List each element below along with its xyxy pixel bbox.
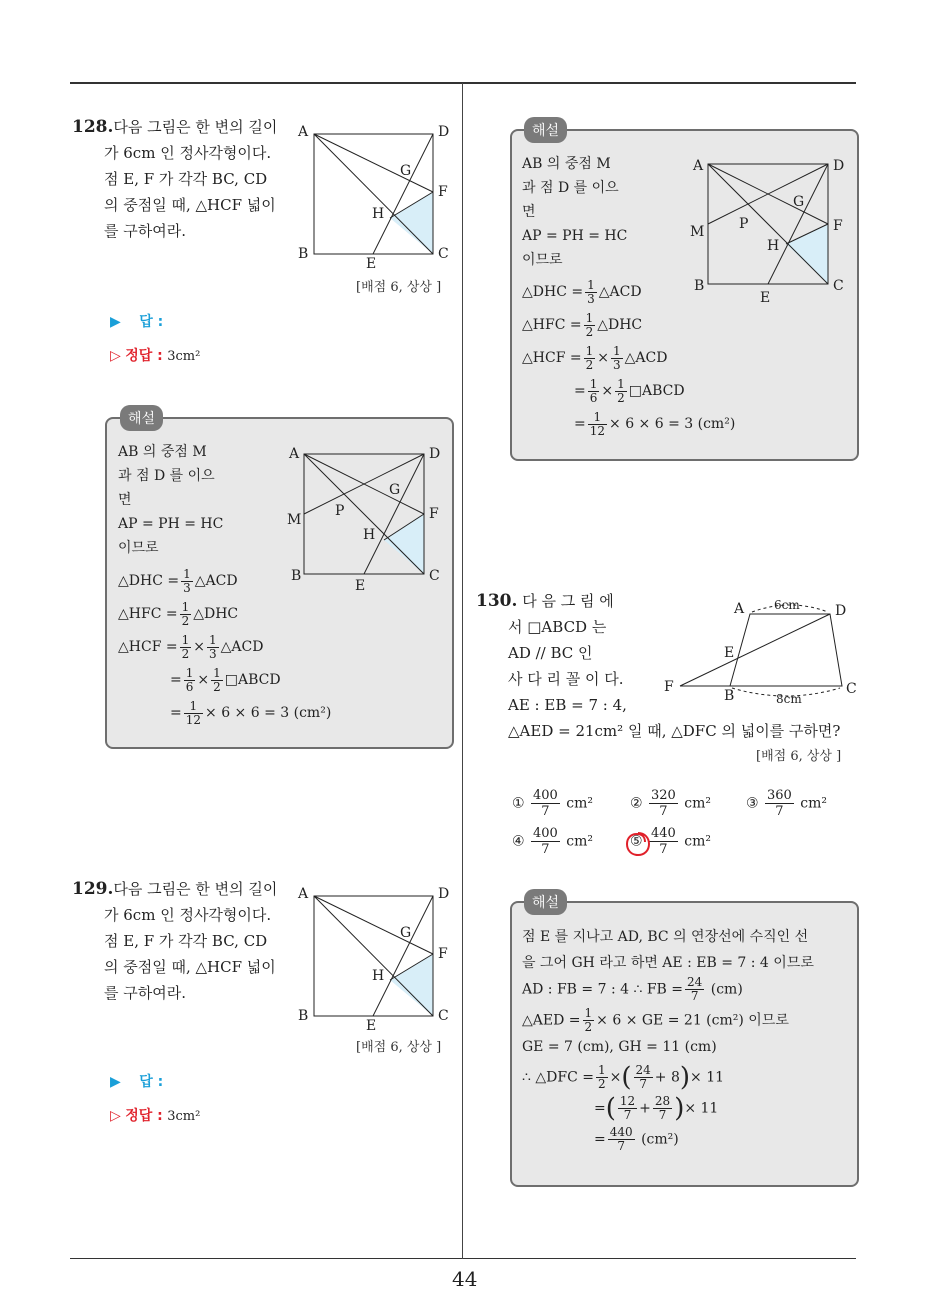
- square-diagram-solution: [283, 440, 448, 590]
- question-line: 의 중점일 때, △HCF 넓이: [104, 958, 276, 976]
- fraction: $\frac{1}{2}$: [585, 343, 594, 372]
- svg-text:D: D: [429, 446, 441, 462]
- points-label: [배점 6, 상상 ]: [756, 749, 842, 764]
- svg-text:F: F: [664, 679, 674, 695]
- svg-text:B: B: [298, 1008, 309, 1024]
- fraction: $\frac{24}{7}$: [635, 1063, 651, 1091]
- svg-text:G: G: [793, 194, 805, 210]
- answer-label: 답 :: [139, 1074, 164, 1090]
- eq-text: =: [574, 416, 586, 432]
- svg-text:F: F: [429, 506, 439, 522]
- question-line: △AED = 21cm² 일 때, △DFC 의 넓이를 구하면?: [508, 722, 841, 740]
- fraction: $\frac{1}{2}$: [617, 376, 625, 405]
- answer-row: [110, 311, 163, 331]
- svg-text:A: A: [289, 446, 300, 462]
- solution-line: AB 의 중점 M: [118, 444, 207, 460]
- correct-answer-row: [110, 345, 200, 365]
- square-diagram-solution: [688, 152, 853, 302]
- outline-triangle-icon: ▷: [110, 348, 121, 364]
- correct-label: 정답 :: [125, 1108, 163, 1124]
- solution-tag: 해설: [524, 117, 567, 143]
- eq-text: + 8: [654, 1069, 680, 1086]
- question-128: [72, 114, 286, 244]
- eq-text: □ABCD: [224, 672, 281, 688]
- trapezoid-diagram: [660, 592, 860, 712]
- eq-text: =: [594, 1100, 606, 1117]
- outline-triangle-icon: ▷: [110, 1108, 121, 1124]
- correct-answer-row: [110, 1105, 200, 1125]
- solution-line: 이므로: [522, 252, 563, 268]
- svg-text:F: F: [438, 946, 448, 962]
- solution-tag: 해설: [120, 405, 163, 431]
- solution-line: AB 의 중점 M: [522, 156, 611, 172]
- question-number: 128.: [72, 117, 114, 137]
- svg-text:B: B: [298, 246, 309, 262]
- question-line: 점 E, F 가 각각 BC, CD: [104, 170, 268, 188]
- eq-text: △ACD: [220, 639, 264, 655]
- answer-row: [110, 1071, 163, 1091]
- svg-text:B: B: [694, 278, 705, 294]
- square-diagram-129: [292, 880, 462, 1030]
- choice-4[interactable]: [512, 826, 593, 857]
- svg-text:C: C: [438, 1008, 449, 1024]
- fraction: $\frac{1}{2}$: [585, 310, 594, 339]
- question-line: AE : EB = 7 : 4,: [508, 696, 627, 714]
- choice-2[interactable]: [630, 788, 711, 819]
- play-triangle-icon: ▶: [110, 314, 121, 330]
- correct-value: 3cm²: [167, 1109, 201, 1124]
- svg-text:H: H: [767, 238, 780, 254]
- choice-1[interactable]: [512, 788, 593, 819]
- eq-text: × 11: [684, 1100, 719, 1117]
- eq-text: △DHC: [193, 606, 239, 622]
- bottom-length-label: 8cm: [776, 692, 802, 706]
- svg-text:H: H: [363, 527, 376, 543]
- choice-mark: ③: [746, 795, 759, 812]
- svg-text:D: D: [835, 603, 847, 619]
- svg-text:E: E: [724, 645, 735, 661]
- solution-line: GE = 7 (cm), GH = 11 (cm): [522, 1039, 717, 1055]
- fraction: $\frac{1}{3}$: [587, 277, 595, 306]
- solution-line: × 6 × GE = 21 (cm²) 이므로: [596, 1012, 789, 1029]
- eq-text: △HCF =: [118, 639, 178, 655]
- choice-3[interactable]: [746, 788, 827, 819]
- correct-label: 정답 :: [125, 348, 163, 364]
- question-130: [476, 588, 656, 718]
- eq-text: × 6 × 6 = 3 (cm²): [609, 416, 736, 432]
- fraction: $\frac{1}{3}$: [183, 566, 191, 595]
- answer-circle-icon: [624, 830, 652, 858]
- question-number: 129.: [72, 879, 114, 899]
- fraction: $\frac{1}{2}$: [584, 1006, 593, 1034]
- solution-line: (cm): [710, 981, 743, 998]
- eq-text: =: [170, 705, 182, 721]
- question-line: 다음 그림은 한 변의 길이: [113, 880, 278, 898]
- eq-text: △HFC =: [118, 606, 178, 622]
- fraction: $\frac{1}{6}$: [185, 665, 194, 694]
- svg-text:D: D: [438, 886, 450, 902]
- question-line: 다 음 그 림 에: [522, 592, 614, 610]
- solution-line: AP = PH = HC: [522, 228, 628, 244]
- eq-text: =: [594, 1131, 606, 1148]
- eq-text: ×: [597, 350, 609, 366]
- svg-text:B: B: [291, 568, 302, 584]
- question-line: 를 구하여라.: [104, 984, 186, 1002]
- fraction: $\frac{440}{7}$: [651, 826, 676, 857]
- eq-text: □ABCD: [628, 383, 685, 399]
- svg-text:G: G: [400, 163, 412, 179]
- eq-text: △DHC =: [118, 573, 180, 589]
- svg-text:E: E: [366, 256, 377, 268]
- column-divider: [462, 83, 463, 1259]
- svg-text:A: A: [298, 886, 309, 902]
- solution-line: AP = PH = HC: [118, 516, 224, 532]
- svg-text:F: F: [833, 218, 843, 234]
- choice-unit: cm²: [684, 795, 712, 812]
- fraction: $\frac{400}{7}$: [533, 826, 558, 857]
- fraction: $\frac{1}{3}$: [612, 343, 621, 372]
- fraction: $\frac{1}{2}$: [597, 1063, 606, 1091]
- svg-text:D: D: [833, 158, 845, 174]
- svg-text:G: G: [400, 925, 412, 941]
- fraction: $\frac{1}{3}$: [208, 632, 217, 661]
- svg-text:C: C: [833, 278, 844, 294]
- eq-text: ×: [601, 383, 614, 399]
- top-length-label: 6cm: [774, 598, 800, 612]
- eq-text: △ACD: [624, 350, 668, 366]
- question-129: [72, 876, 286, 1006]
- eq-text: ×: [193, 639, 205, 655]
- choice-mark: ④: [512, 833, 525, 850]
- question-line: 사 다 리 꼴 이 다.: [508, 670, 624, 688]
- solution-text: [118, 440, 298, 560]
- svg-text:H: H: [372, 968, 385, 984]
- play-triangle-icon: ▶: [110, 1074, 121, 1090]
- solution-line: 과 점 D 를 이으: [118, 468, 215, 484]
- solution-line: AD : FB = 7 : 4 ∴ FB =: [522, 981, 684, 998]
- question-line: 가 6cm 인 정사각형이다.: [104, 906, 272, 924]
- choice-mark: ①: [512, 795, 525, 812]
- fraction: $\frac{1}{12}$: [185, 698, 202, 727]
- bottom-rule: [70, 1258, 856, 1259]
- question-number: 130.: [476, 591, 518, 611]
- svg-text:P: P: [739, 216, 749, 232]
- choice-unit: cm²: [566, 833, 594, 850]
- svg-text:P: P: [335, 503, 345, 519]
- solution-line: 과 점 D 를 이으: [522, 180, 619, 196]
- fraction: $\frac{28}{7}$: [654, 1094, 671, 1122]
- solution-tag: 해설: [524, 889, 567, 915]
- eq-text: △HCF =: [522, 350, 582, 366]
- svg-text:F: F: [438, 184, 448, 200]
- fraction: $\frac{360}{7}$: [767, 788, 792, 819]
- eq-text: △ACD: [598, 284, 642, 300]
- eq-text: =: [574, 383, 586, 399]
- solution-text: [522, 152, 705, 272]
- question-line: 점 E, F 가 각각 BC, CD: [104, 932, 268, 950]
- page-number: 44: [452, 1267, 478, 1291]
- solution-line: 이므로: [118, 540, 159, 556]
- svg-text:M: M: [690, 224, 705, 240]
- solution-line: △AED =: [522, 1012, 581, 1029]
- points-label: [배점 6, 상상 ]: [356, 1040, 442, 1055]
- svg-text:E: E: [760, 290, 771, 302]
- solution-text-130: 점 E 를 지나고 AD, BC 의 연장선에 수직인 선 을 그어 GH 라고 하면 AE : EB = 7 : 4 이므로 AD : FB = 7 : 4 ∴ FB = $\frac{24}{7}$ (cm) △AED = $\frac{1}{2}$ × 6 × GE = 21 (cm²) 이므로 GE = 7 (cm), GH = 11 (cm) ∴ △DFC = $\frac{1}{2}$ ×( $\frac{24}{7}$ + 8)× 11 =( $\frac{12}{7}$ + $\frac{28}{7}$ )× 11 = $\frac{440}{7}$ (cm²): [522, 929, 814, 1153]
- question-line: 를 구하여라.: [104, 222, 186, 240]
- svg-text:C: C: [846, 681, 857, 697]
- fraction: $\frac{1}{2}$: [181, 599, 190, 628]
- svg-text:M: M: [287, 512, 302, 528]
- question-line: 서 □ABCD 는: [508, 618, 607, 636]
- question-line: 다음 그림은 한 변의 길이: [113, 118, 278, 136]
- fraction: $\frac{1}{12}$: [589, 409, 606, 438]
- eq-text: +: [639, 1100, 651, 1117]
- svg-text:C: C: [438, 246, 449, 262]
- eq-text: × 11: [690, 1069, 725, 1086]
- solution-line: 을 그어 GH 라고 하면 AE : EB = 7 : 4 이므로: [522, 955, 814, 971]
- svg-text:A: A: [734, 601, 745, 617]
- fraction: $\frac{1}{2}$: [213, 665, 221, 694]
- fraction: $\frac{12}{7}$: [619, 1094, 636, 1122]
- question-130-last-line: [508, 718, 840, 744]
- fraction: $\frac{1}{6}$: [589, 376, 598, 405]
- svg-text:D: D: [438, 124, 450, 140]
- eq-text: × 6 × 6 = 3 (cm²): [205, 705, 332, 721]
- fraction: $\frac{24}{7}$: [687, 975, 703, 1003]
- question-line: 가 6cm 인 정사각형이다.: [104, 144, 272, 162]
- choice-unit: cm²: [684, 833, 712, 850]
- choice-mark: ②: [630, 795, 643, 812]
- eq-text: △ACD: [194, 573, 238, 589]
- correct-value: 3cm²: [167, 349, 201, 364]
- eq-text: △DHC: [597, 317, 643, 333]
- choice-mark: ⑤: [630, 833, 643, 850]
- top-rule: [70, 82, 856, 84]
- eq-text: △HFC =: [522, 317, 582, 333]
- eq-text: =: [170, 672, 182, 688]
- svg-text:E: E: [366, 1018, 377, 1030]
- solution-line: 면: [118, 492, 132, 508]
- svg-text:B: B: [724, 688, 735, 704]
- solution-line: 면: [522, 204, 536, 220]
- solution-line: 점 E 를 지나고 AD, BC 의 연장선에 수직인 선: [522, 929, 809, 945]
- fraction: $\frac{320}{7}$: [651, 788, 676, 819]
- fraction: $\frac{400}{7}$: [533, 788, 558, 819]
- fraction: $\frac{1}{2}$: [181, 632, 190, 661]
- svg-text:G: G: [389, 482, 401, 498]
- eq-text: △DHC =: [522, 284, 584, 300]
- fraction: $\frac{440}{7}$: [609, 1125, 633, 1153]
- eq-text: ×: [609, 1069, 622, 1086]
- question-line: AD // BC 인: [508, 644, 593, 662]
- svg-text:H: H: [372, 206, 385, 222]
- choice-unit: cm²: [800, 795, 828, 812]
- choice-unit: cm²: [566, 795, 594, 812]
- question-line: 의 중점일 때, △HCF 넓이: [104, 196, 276, 214]
- eq-text: ×: [197, 672, 210, 688]
- eq-text: (cm²): [641, 1131, 679, 1148]
- answer-label: 답 :: [139, 314, 164, 330]
- solution-line: ∴ △DFC =: [522, 1069, 594, 1086]
- square-diagram-128: [292, 118, 462, 268]
- points-label: [배점 6, 상상 ]: [356, 280, 442, 295]
- svg-text:E: E: [355, 578, 366, 590]
- svg-text:A: A: [298, 124, 309, 140]
- svg-text:C: C: [429, 568, 440, 584]
- svg-text:A: A: [693, 158, 704, 174]
